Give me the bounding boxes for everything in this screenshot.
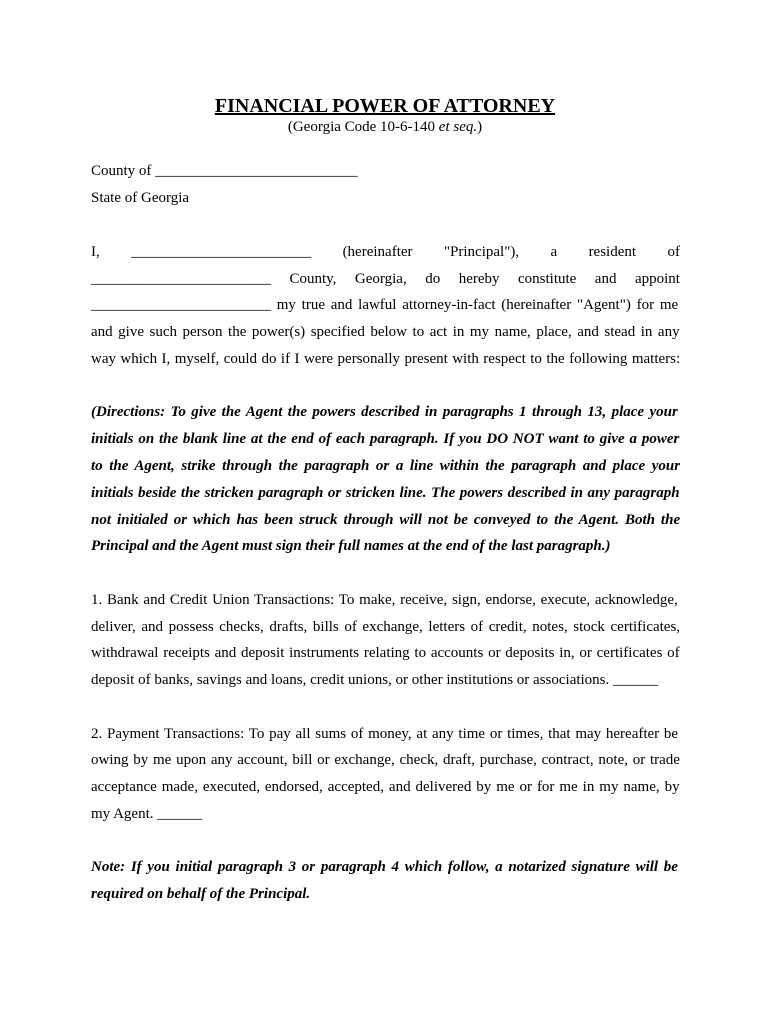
intro-word: of [667,244,680,260]
paragraph-1-line: 1. Bank and Credit Union Transactions: To make, receive, sign, endorse, execute, acknowledge, [91,592,678,608]
paragraph-2-line: acceptance made, executed, endorsed, accepted, and delivered by me or for me in my name, by [91,779,680,795]
intro-word: County, [289,271,337,287]
subtitle-suffix: ) [477,119,483,135]
intro-line-4: and give such person the power(s) specified below to act in my name, place, and stead in any [91,324,680,340]
directions-line: Principal and the Agent must sign their full names at the end of the last paragraph.) [91,538,611,554]
intro-word: constitute [517,271,577,287]
intro-word: hereby [458,271,500,287]
directions-line: to the Agent, strike through the paragraph or a line within the paragraph and place your [91,458,681,474]
intro-word: (hereinafter [342,244,413,260]
note-line: Note: If you initial paragraph 3 or paragraph 4 which follow, a notarized signature will be [91,859,678,875]
intro-line-2 [91,272,680,288]
paragraph-1-line: withdrawal receipts and deposit instruments relating to accounts or deposits in, or certificates of [91,645,680,661]
intro-line-3: ________________________ my true and lawful attorney-in-fact (hereinafter "Agent") for me [91,297,679,313]
document-title: FINANCIAL POWER OF ATTORNEY [214,95,556,117]
intro-word: and [594,271,617,287]
paragraph-2-line: 2. Payment Transactions: To pay all sums of money, at any time or times, that may hereafter be [91,726,679,742]
paragraph-2-line: owing by me upon any account, bill or exchange, check, draft, purchase, contract, note, or trade [91,752,680,768]
paragraph-1-line: deliver, and possess checks, drafts, bills of exchange, letters of credit, notes, stock certificates, [91,619,681,635]
intro-word: I, [91,244,100,260]
subtitle-italic: et seq. [438,119,478,135]
intro-word: do [425,271,441,287]
directions-line: initials on the blank line at the end of each paragraph. If you DO NOT want to give a power [91,431,680,447]
intro-word: Georgia, [354,271,407,287]
county-blank: ________________________ [91,271,271,287]
intro-word: appoint [634,271,680,287]
county-line: County of ___________________________ [91,163,358,179]
intro-word: "Principal"), [443,244,520,260]
directions-line: not initialed or which has been struck through will not be conveyed to the Agent. Both the [91,512,681,528]
intro-line-1 [91,245,680,261]
document-subtitle [0,120,770,135]
directions-line: (Directions: To give the Agent the powers described in paragraphs 1 through 13, place your [91,404,678,420]
paragraph-1-line: deposit of banks, savings and loans, credit unions, or other institutions or associations. ______ [91,672,659,688]
paragraph-2-line: my Agent. ______ [91,806,203,822]
intro-word: resident [588,244,637,260]
subtitle-prefix: (Georgia Code 10-6-140 [287,119,439,135]
intro-line-5: way which I, myself, could do if I were personally present with respect to the following matters: [91,351,681,367]
directions-line: initials beside the stricken paragraph or stricken line. The powers described in any paragraph [91,485,680,501]
intro-word: a [550,244,558,260]
note-line: required on behalf of the Principal. [91,886,311,902]
principal-name-blank: ________________________ [131,244,312,260]
state-line: State of Georgia [91,190,190,206]
